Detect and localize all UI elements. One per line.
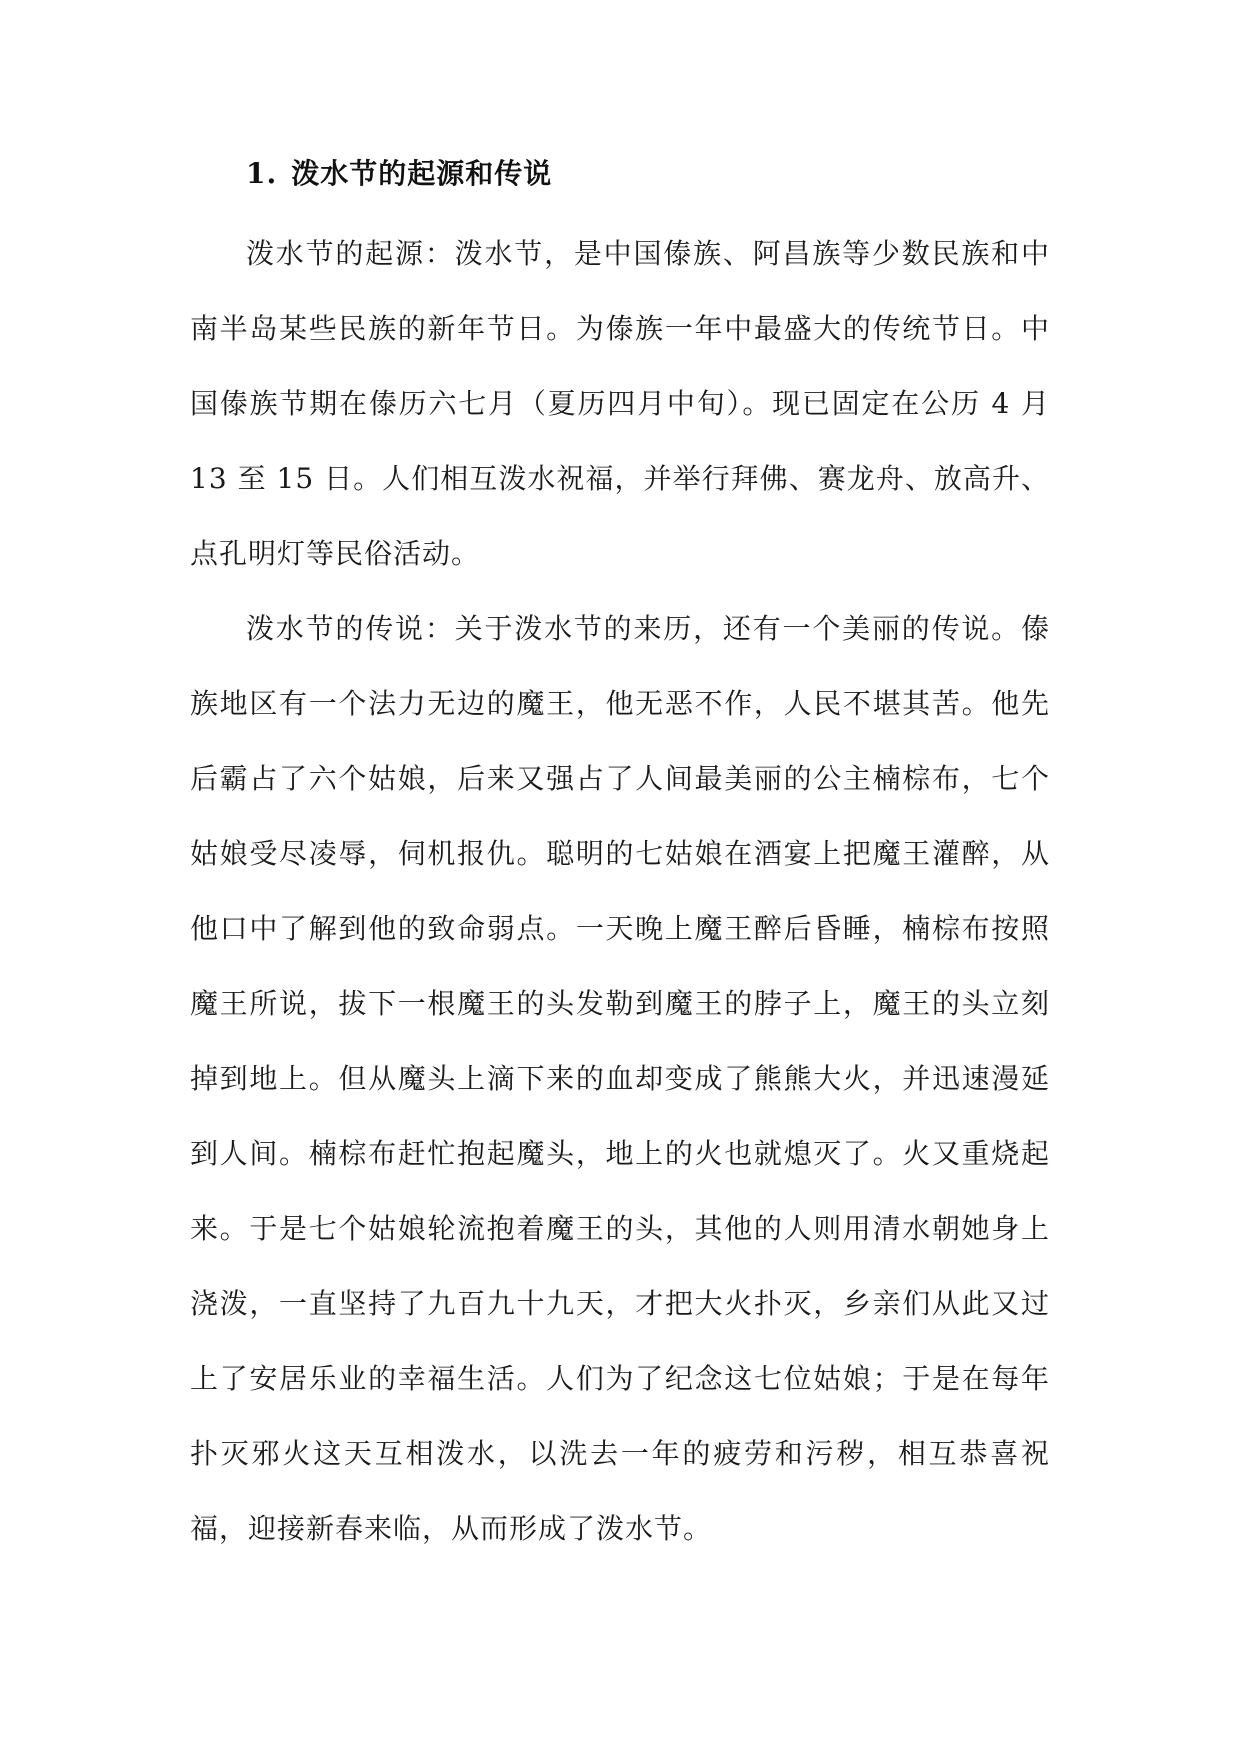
document-body [190, 150, 1050, 1566]
section-number: 1. [246, 157, 278, 190]
section-title: 泼水节的起源和传说 [291, 157, 553, 190]
paragraph-origin: 泼水节的起源：泼水节，是中国傣族、阿昌族等少数民族和中南半岛某些民族的新年节日。为傣族一年中最盛大的传统节日。中国傣族节期在傣历六七月（夏历四月中旬）。现已固定在公历 4 月 13 至 15 日。人们相互泼水祝福，并举行拜佛、赛龙舟、放高升、点孔明灯等民俗活动。 [190, 237, 1050, 570]
section-heading [246, 150, 1050, 198]
paragraph-legend: 泼水节的传说：关于泼水节的来历，还有一个美丽的传说。傣族地区有一个法力无边的魔王，他无恶不作，人民不堪其苦。他先后霸占了六个姑娘，后来又强占了人间最美丽的公主楠棕布，七个姑娘受尽凌辱，伺机报仇。聪明的七姑娘在酒宴上把魔王灌醉，从他口中了解到他的致命弱点。一天晚上魔王醉后昏睡，楠棕布按照魔王所说，拔下一根魔王的头发勒到魔王的脖子上，魔王的头立刻掉到地上。但从魔头上滴下来的血却变成了熊熊大火，并迅速漫延到人间。楠棕布赶忙抱起魔头，地上的火也就熄灭了。火又重烧起来。于是七个姑娘轮流抱着魔王的头，其他的人则用清水朝她身上浇泼，一直坚持了九百九十九天，才把大火扑灭，乡亲们从此又过上了安居乐业的幸福生活。人们为了纪念这七位姑娘；于是在每年扑灭邪火这天互相泼水，以洗去一年的疲劳和污秽，相互恭喜祝福，迎接新春来临，从而形成了泼水节。 [190, 612, 1050, 1545]
